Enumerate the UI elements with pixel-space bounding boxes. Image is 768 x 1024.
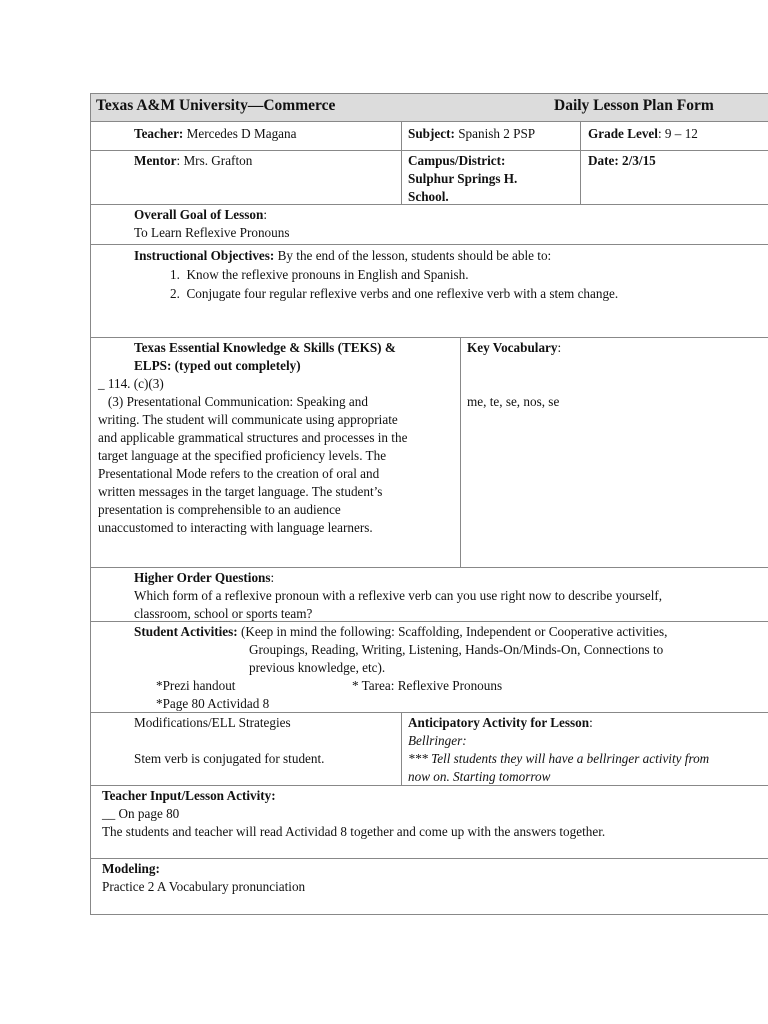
date-label: Date: 2/3/15 [588, 153, 656, 168]
left-border [90, 122, 91, 150]
input-text-line: __ On page 80 [102, 806, 180, 821]
campus-cell [408, 152, 517, 206]
hoq-label: Higher Order Questions [134, 570, 271, 585]
activities-text-line: Groupings, Reading, Writing, Listening, Hands-On/Minds-On, Connections to [249, 642, 664, 657]
left-border [90, 151, 91, 204]
form-header-row [90, 93, 768, 121]
teks-text-line: Presentational Mode refers to the creation of oral and [98, 466, 380, 481]
goal-label: Overall Goal of Lesson [134, 207, 264, 222]
left-border [90, 205, 91, 244]
teks-text-line: writing. The student will communicate using appropriate [98, 412, 398, 427]
anticipatory-cell [408, 714, 768, 786]
campus-value-line2: School. [408, 189, 449, 204]
objectives-cell [134, 247, 768, 303]
grade-value: : 9 – 12 [657, 126, 698, 141]
hoq-row [90, 567, 768, 621]
left-border [90, 786, 91, 858]
subject-label: Subject: [408, 126, 455, 141]
goal-cell [134, 206, 289, 242]
activities-label: Student Activities: [134, 624, 238, 639]
vocab-label: Key Vocabulary [467, 340, 558, 355]
form-title [554, 97, 714, 115]
modeling-row [90, 858, 768, 915]
objectives-label: Instructional Objectives: [134, 248, 275, 263]
goal-text: To Learn Reflexive Pronouns [134, 225, 290, 240]
anticipatory-label: Anticipatory Activity for Lesson [408, 715, 590, 730]
teks-text-line: and applicable grammatical structures and processes in the [98, 430, 408, 445]
activity-item: * Tarea: Reflexive Pronouns [352, 678, 503, 693]
objectives-intro: By the end of the lesson, students should be able to: [274, 248, 552, 263]
modeling-label: Modeling: [102, 861, 160, 876]
hoq-question-line: classroom, school or sports team? [134, 606, 313, 621]
teacher-cell [134, 125, 296, 143]
activities-text-line: (Keep in mind the following: Scaffolding, Independent or Cooperative activities, [237, 624, 668, 639]
teks-row [90, 337, 768, 567]
form-title-text: Daily Lesson Plan Form [554, 97, 714, 114]
input-row [90, 785, 768, 858]
teks-cell [98, 339, 458, 537]
anticipatory-text-line: Bellringer: [408, 733, 467, 748]
vocab-cell [467, 339, 561, 411]
teks-text-line: (3) Presentational Communication: Speaking and [98, 394, 368, 409]
left-border [90, 338, 91, 567]
activities-cell [134, 623, 768, 713]
mentor-row [90, 150, 768, 204]
objective-item: 1. Know the reflexive pronouns in English and Spanish. [170, 267, 469, 282]
mentor-cell [134, 152, 252, 170]
column-divider [401, 713, 402, 785]
anticipatory-text-line: *** Tell students they will have a bellringer activity from [408, 751, 710, 766]
subject-value: Spanish 2 PSP [458, 126, 536, 141]
teks-label-line2: ELPS: (typed out completely) [134, 358, 301, 373]
objective-item: 2. Conjugate four regular reflexive verbs and one reflexive verb with a stem change. [170, 286, 619, 301]
anticipatory-colon: : [589, 715, 593, 730]
hoq-cell [134, 569, 768, 623]
teks-label-line1: Texas Essential Knowledge & Skills (TEKS) & [134, 340, 396, 355]
activities-text-line: previous knowledge, etc). [249, 660, 386, 675]
mentor-value: : Mrs. Grafton [176, 153, 253, 168]
left-border [90, 622, 91, 712]
modifications-label: Modifications/ELL Strategies [134, 715, 291, 730]
subject-cell [408, 125, 535, 143]
teacher-label: Teacher: [134, 126, 184, 141]
column-divider [401, 122, 402, 150]
mentor-label: Mentor [134, 153, 177, 168]
left-border [90, 713, 91, 785]
input-cell [102, 787, 768, 841]
teks-text-line: target language at the specified proficiency levels. The [98, 448, 387, 463]
activity-item: *Page 80 Actividad 8 [156, 696, 270, 711]
grade-cell [588, 125, 698, 143]
teks-code: _ 114. (c)(3) [98, 376, 164, 391]
column-divider [460, 338, 461, 567]
campus-label: Campus/District: [408, 153, 506, 168]
anticipatory-text-line: now on. Starting tomorrow [408, 769, 551, 784]
left-border [90, 94, 91, 121]
university-name: Texas A&M University—Commerce [96, 97, 336, 114]
hoq-question-line: Which form of a reflexive pronoun with a reflexive verb can you use right now to describe yourself, [134, 588, 663, 603]
goal-row [90, 204, 768, 244]
modifications-cell [134, 714, 324, 768]
teks-text-line: presentation is comprehensible to an audience [98, 502, 341, 517]
vocab-words: me, te, se, nos, se [467, 394, 560, 409]
input-text-line: The students and teacher will read Actividad 8 together and come up with the answers together. [102, 824, 606, 839]
modifications-row [90, 712, 768, 785]
activities-row [90, 621, 768, 712]
modifications-text: Stem verb is conjugated for student. [134, 751, 325, 766]
teacher-value: Mercedes D Magana [186, 126, 297, 141]
input-label: Teacher Input/Lesson Activity: [102, 788, 276, 803]
column-divider [401, 151, 402, 204]
activity-item: *Prezi handout [156, 678, 236, 693]
teks-text-line: written messages in the target language. The student’s [98, 484, 383, 499]
campus-value-line1: Sulphur Springs H. [408, 171, 518, 186]
objectives-row [90, 244, 768, 337]
grade-label: Grade Level [588, 126, 658, 141]
date-cell [588, 152, 656, 170]
left-border [90, 245, 91, 337]
teks-text-line: unaccustomed to interacting with language learners. [98, 520, 373, 535]
left-border [90, 568, 91, 621]
modeling-cell [102, 860, 305, 896]
left-border [90, 859, 91, 914]
column-divider [580, 151, 581, 204]
university-title [96, 97, 335, 115]
teacher-row [90, 121, 768, 150]
vocab-colon: : [557, 340, 562, 355]
modeling-text: Practice 2 A Vocabulary pronunciation [102, 879, 306, 894]
hoq-colon: : [270, 570, 275, 585]
goal-colon: : [263, 207, 267, 222]
column-divider [580, 122, 581, 150]
